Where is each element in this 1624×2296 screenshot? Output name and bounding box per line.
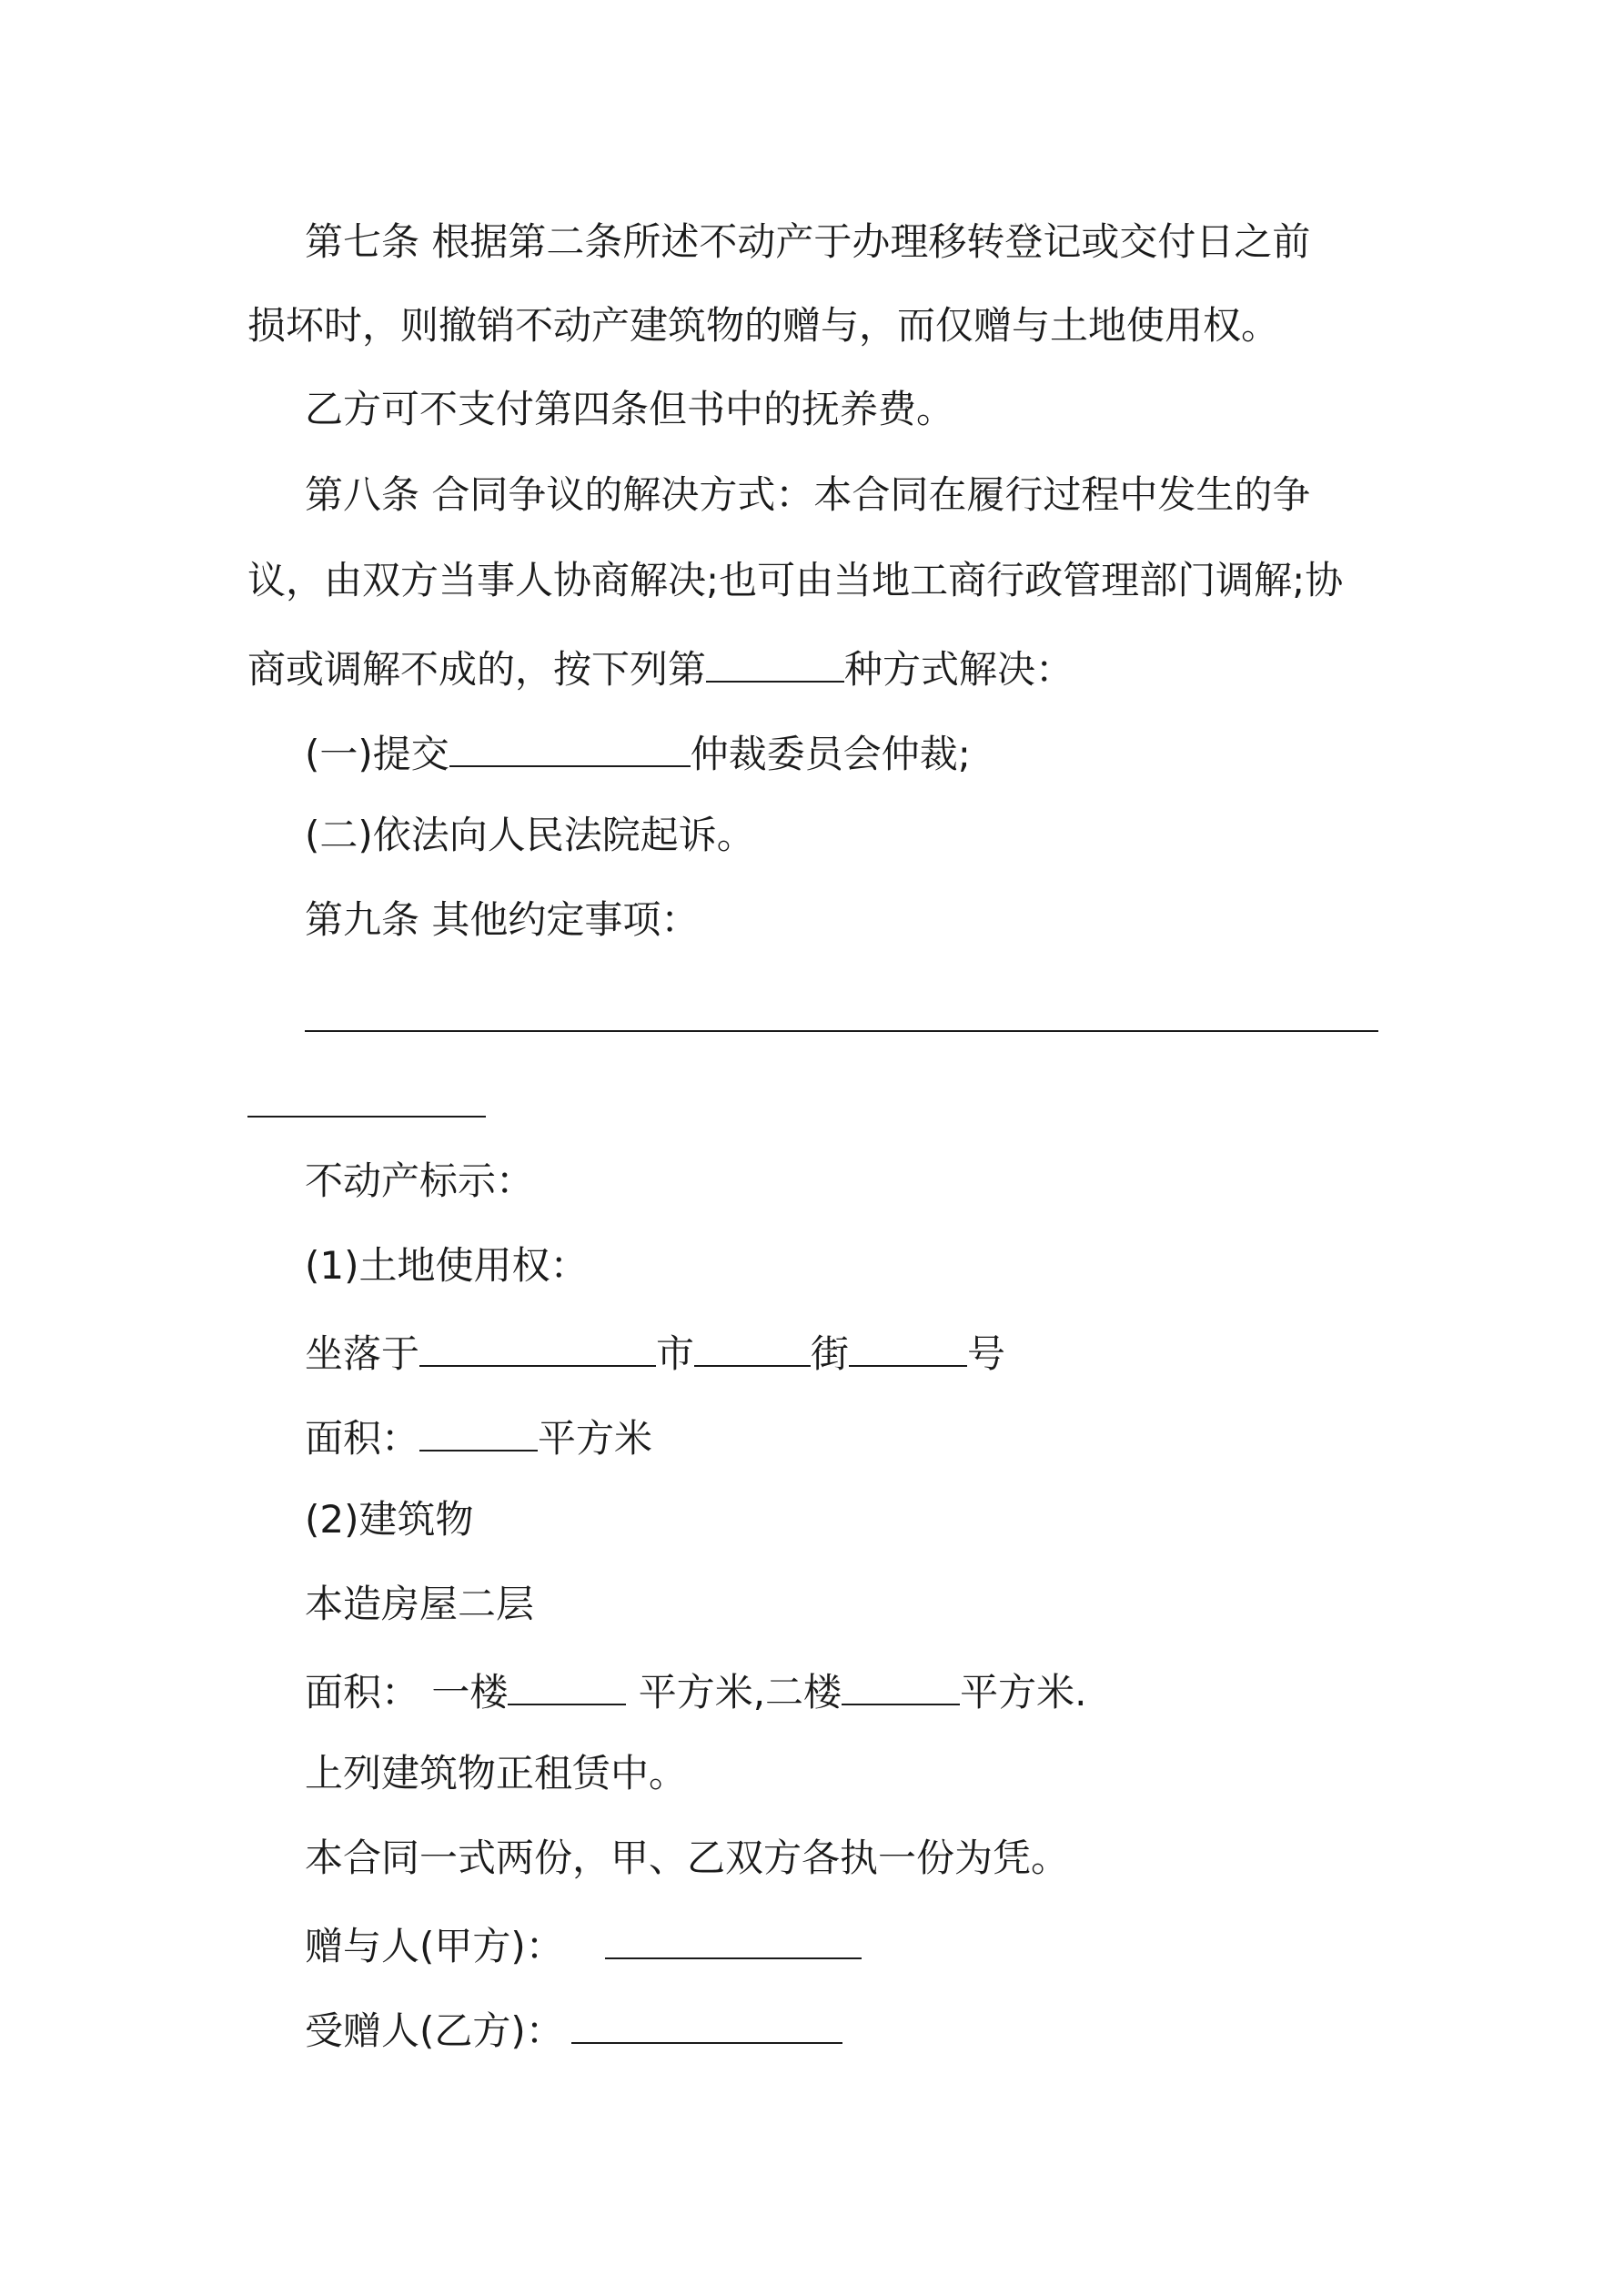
article-8-line-1: 第八条 合同争议的解决方式：本合同在履行过程中发生的争 (305, 472, 1311, 517)
method-number-blank (706, 641, 844, 683)
street-label: 街 (811, 1331, 850, 1376)
number-label: 号 (967, 1331, 1006, 1376)
donor-label: 赠与人(甲方)： (305, 1924, 564, 1968)
option-1-line (305, 725, 971, 780)
building-area-line (305, 1664, 1086, 1718)
article-8-line-3 (247, 641, 1074, 695)
second-floor-area-blank (842, 1664, 960, 1705)
option-1-text-b: 仲裁委员会仲裁; (690, 732, 971, 776)
article-8-line-3-text-a: 商或调解不成的，按下列第 (247, 647, 707, 692)
land-area-blank (419, 1410, 538, 1451)
city-blank (419, 1325, 656, 1367)
land-area-label: 面积： (305, 1416, 420, 1461)
house-number-blank (849, 1325, 967, 1367)
building-description: 本造房屋二层 (305, 1582, 535, 1626)
donor-line (305, 1917, 862, 1972)
property-heading: 不动产标示： (305, 1158, 535, 1203)
donee-label: 受赠人(乙方)： (305, 2008, 564, 2053)
article-8-line-2: 议，由双方当事人协商解决;也可由当地工商行政管理部门调解;协 (247, 558, 1344, 602)
donee-line (305, 2002, 842, 2057)
article-7-line-2: 损坏时，则撤销不动产建筑物的赠与，而仅赠与土地使用权。 (247, 303, 1280, 348)
article-7-line-3: 乙方可不支付第四条但书中的抚养费。 (305, 387, 955, 431)
article-8-line-3-text-b: 种方式解决： (844, 647, 1074, 692)
copies-statement: 本合同一式两份，甲、乙双方各执一份为凭。 (305, 1836, 1070, 1880)
arbitration-commission-blank (449, 725, 691, 767)
location-label: 坐落于 (305, 1331, 420, 1376)
leased-statement: 上列建筑物正租赁中。 (305, 1751, 688, 1795)
other-matters-blank-line-1 (305, 990, 1378, 1032)
land-heading: (1)土地使用权： (305, 1243, 589, 1288)
land-area-line (305, 1410, 652, 1464)
article-9-line: 第九条 其他约定事项： (305, 897, 700, 942)
option-1-text-a: (一)提交 (305, 732, 449, 776)
building-heading: (2)建筑物 (305, 1497, 474, 1542)
location-line (305, 1325, 1005, 1380)
first-floor-area-blank (508, 1664, 626, 1705)
option-2-line: (二)依法向人民法院起诉。 (305, 813, 755, 857)
land-area-unit: 平方米 (538, 1416, 653, 1461)
building-area-mid: 平方米,二楼 (626, 1670, 842, 1714)
building-area-end: 平方米. (960, 1670, 1087, 1714)
city-label: 市 (656, 1331, 695, 1376)
other-matters-blank-line-2 (247, 1076, 486, 1118)
street-blank (694, 1325, 811, 1367)
donor-signature-blank (605, 1917, 862, 1959)
article-7-line-1: 第七条 根据第二条所述不动产于办理移转登记或交付日之前 (305, 219, 1311, 264)
donee-signature-blank (571, 2002, 842, 2044)
building-area-label: 面积： 一楼 (305, 1670, 509, 1714)
